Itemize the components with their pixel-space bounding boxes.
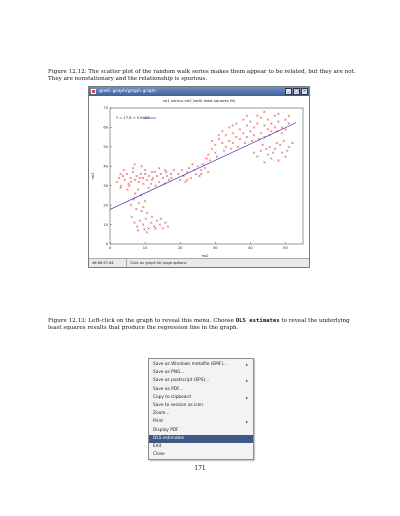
figure-12-13-caption (48, 318, 360, 333)
menu-item-close[interactable] (149, 451, 253, 459)
window-statusbar (89, 258, 309, 267)
menu-item-save-eps[interactable] (149, 377, 253, 385)
x-axis-label: rw2 (201, 253, 209, 258)
y-tick-label: 30 (103, 183, 108, 188)
y-tick-label: 0 (105, 242, 108, 247)
y-tick-label: 60 (103, 125, 108, 130)
y-tick-label: 10 (103, 222, 108, 227)
x-tick-label: 50 (283, 246, 288, 250)
menu-item-label: Save as PDF... (153, 386, 183, 392)
menu-item-copy-clipboard[interactable] (149, 394, 253, 402)
page-number: 171 (194, 465, 206, 472)
menu-item-label: Save as postscript (EPS)... (153, 378, 210, 384)
plot-layer (103, 106, 303, 250)
menu-item-label: Close (153, 452, 165, 458)
legend (116, 116, 156, 120)
menu-item-label: Edit (153, 443, 162, 449)
caption-text-after: to reveal the underlying least squares results that produce the regression line in the graph. (48, 318, 350, 332)
window-controls (285, 88, 308, 95)
menu-item-save-pdf[interactable] (149, 386, 253, 394)
graph-context-menu (148, 358, 254, 460)
menu-item-label: Save as PNG... (153, 370, 185, 376)
menu-item-label: Copy to clipboard (153, 394, 191, 400)
submenu-arrow-icon: ▸ (245, 378, 248, 384)
x-tick-label: 40 (248, 246, 253, 250)
scatter-plot[interactable] (89, 96, 309, 259)
menu-item-label: OLS estimates (153, 435, 185, 441)
y-tick-label: 70 (103, 106, 108, 111)
menu-item-save-png[interactable] (149, 369, 253, 377)
caption-text-before: Figure 12.13: Left-click on the graph to reveal this menu. Choose (48, 318, 236, 324)
fit-line (110, 123, 296, 210)
chart-title: rw1 versus rw2 (with least squares fit) (162, 98, 236, 103)
minimize-icon[interactable]: _ (285, 88, 292, 95)
menu-item-label: Zoom... (153, 411, 170, 417)
menu-item-edit[interactable] (149, 443, 253, 451)
x-tick-label: 0 (108, 246, 112, 250)
figure-12-12-caption: Figure 12.12: The scatter plot of the random walk series makes them appear to be related, but they are not. They are nonstationary and the relationship is spurious. (48, 69, 356, 83)
maximize-icon[interactable]: □ (294, 89, 299, 94)
menu-item-print[interactable] (149, 418, 253, 426)
menu-item-zoom[interactable] (149, 410, 253, 418)
menu-item-label: Save to session as icon (153, 402, 204, 408)
menu-item-label: Print (153, 419, 163, 425)
submenu-arrow-icon: ▸ (245, 394, 248, 400)
window-title: gretl: graph/graph graph (99, 89, 156, 94)
x-tick-label: 20 (177, 246, 183, 250)
status-coordinates: 46.66 67.84 (89, 259, 127, 267)
status-message: Click on graph for page options (130, 261, 187, 265)
menu-item-save-session-icon[interactable] (149, 402, 253, 410)
y-tick-label: 40 (103, 164, 108, 169)
menu-item-save-emf[interactable] (149, 361, 253, 369)
menu-item-label: Save as Windows metafile (EMF)... (153, 362, 228, 367)
menu-item-display-pdf[interactable] (149, 427, 253, 435)
x-tick-label: 10 (142, 246, 148, 250)
close-icon[interactable]: × (302, 89, 307, 94)
gretl-graph-window[interactable] (88, 86, 310, 268)
window-titlebar[interactable] (89, 87, 309, 96)
gretl-app-icon (91, 89, 96, 94)
submenu-arrow-icon: ▸ (245, 419, 248, 425)
legend-label: Y = 17.8 + 0.842X (116, 116, 150, 120)
y-tick-label: 20 (103, 203, 108, 208)
submenu-arrow-icon: ▸ (245, 362, 248, 367)
menu-item-label: Display PDF (153, 427, 179, 433)
menu-item-ols-estimates[interactable] (149, 435, 253, 443)
caption-code: OLS estimates (235, 318, 280, 324)
y-axis-label: rw1 (90, 172, 95, 180)
y-tick-label: 50 (103, 145, 108, 150)
x-tick-label: 30 (212, 246, 218, 250)
